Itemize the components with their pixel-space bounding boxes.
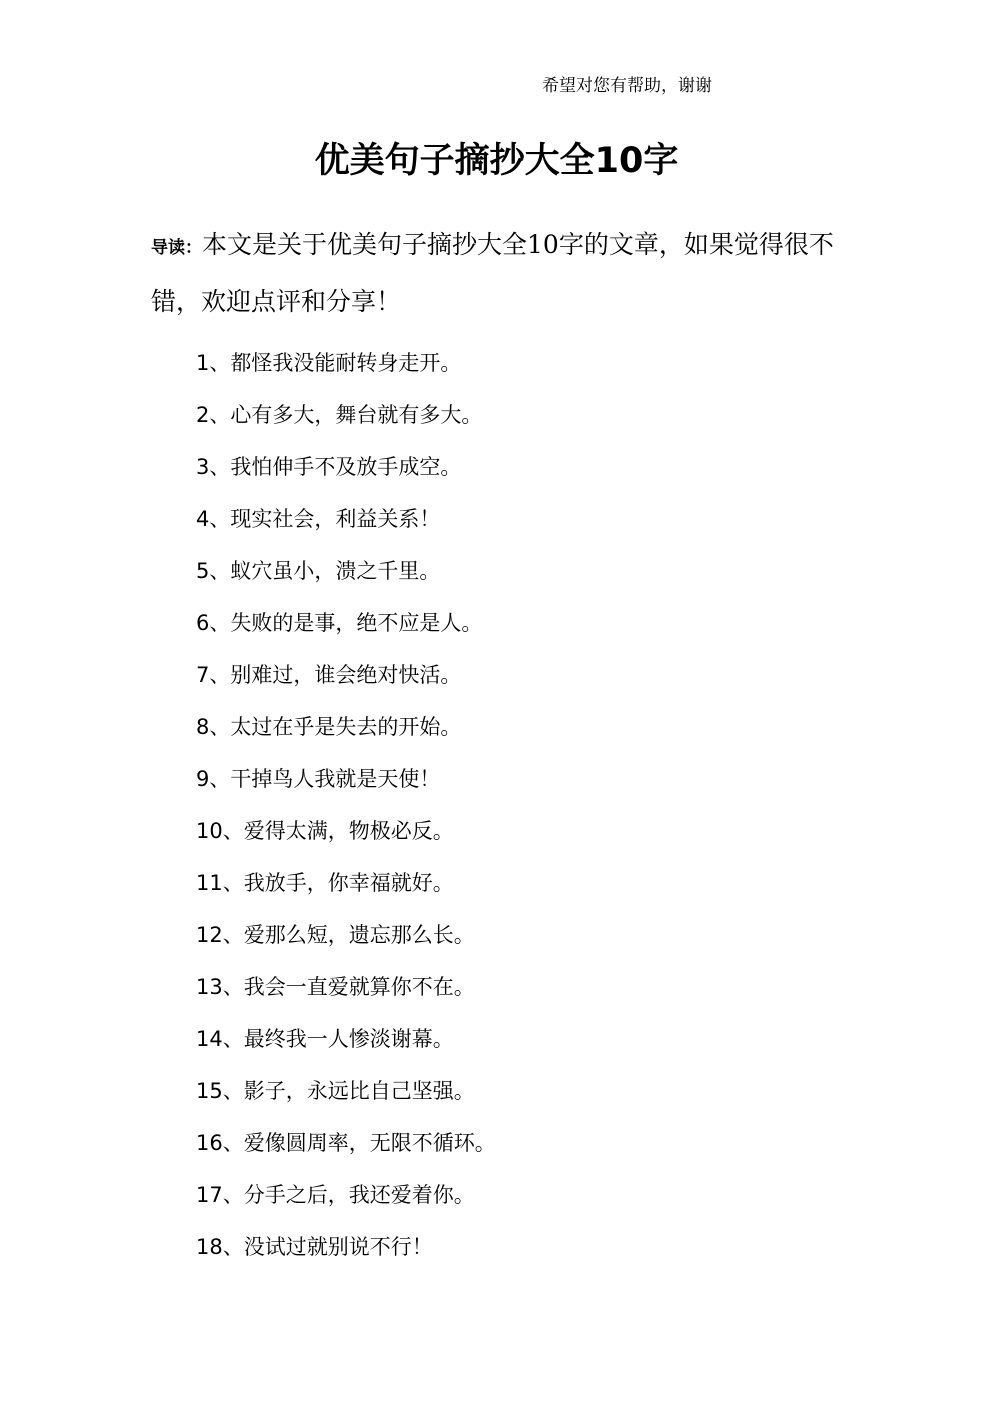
item-text: 现实社会，利益关系！ — [230, 507, 441, 531]
list-item — [196, 441, 496, 493]
item-text: 最终我一人惨淡谢幕。 — [243, 1027, 454, 1051]
item-number: 14、 — [196, 1027, 244, 1051]
item-text: 太过在乎是失去的开始。 — [230, 715, 462, 739]
item-number: 13、 — [196, 975, 244, 999]
item-text: 心有多大，舞台就有多大。 — [230, 403, 483, 427]
list-item — [196, 1013, 496, 1065]
item-text: 爱那么短，遗忘那么长。 — [243, 923, 475, 947]
item-text: 都怪我没能耐转身走开。 — [230, 351, 462, 375]
list-item — [196, 1169, 496, 1221]
item-text: 分手之后，我还爱着你。 — [243, 1183, 475, 1207]
item-number: 12、 — [196, 923, 244, 947]
page-title: 优美句子摘抄大全10字 — [314, 141, 679, 181]
list-item — [196, 337, 496, 389]
item-number: 1、 — [196, 351, 231, 375]
list-item — [196, 1065, 496, 1117]
list-item — [196, 805, 496, 857]
header-note: 希望对您有帮助，谢谢 — [542, 76, 712, 96]
item-text: 我怕伸手不及放手成空。 — [230, 455, 462, 479]
list-item — [196, 1221, 496, 1273]
item-text: 爱像圆周率，无限不循环。 — [243, 1131, 496, 1155]
intro-label: 导读： — [151, 238, 202, 258]
list-item — [196, 389, 496, 441]
list-item — [196, 909, 496, 961]
item-number: 5、 — [196, 559, 231, 583]
item-number: 17、 — [196, 1183, 244, 1207]
item-number: 2、 — [196, 403, 231, 427]
list-item — [196, 649, 496, 701]
list-item — [196, 961, 496, 1013]
list-item — [196, 493, 496, 545]
list-item — [196, 545, 496, 597]
item-number: 11、 — [196, 871, 244, 895]
sentence-list — [196, 337, 496, 1273]
item-text: 影子，永远比自己坚强。 — [243, 1079, 475, 1103]
item-number: 16、 — [196, 1131, 244, 1155]
list-item — [196, 597, 496, 649]
item-text: 没试过就别说不行！ — [243, 1235, 433, 1259]
item-text: 失败的是事，绝不应是人。 — [230, 611, 483, 635]
list-item — [196, 1117, 496, 1169]
item-number: 6、 — [196, 611, 231, 635]
item-number: 18、 — [196, 1235, 244, 1259]
item-text: 干掉鸟人我就是天使！ — [230, 767, 441, 791]
item-text: 别难过，谁会绝对快活。 — [230, 663, 462, 687]
item-number: 9、 — [196, 767, 231, 791]
item-text: 蚁穴虽小，溃之千里。 — [230, 559, 441, 583]
intro-paragraph — [151, 218, 841, 328]
list-item — [196, 701, 496, 753]
item-number: 8、 — [196, 715, 231, 739]
item-text: 我放手，你幸福就好。 — [243, 871, 454, 895]
item-number: 3、 — [196, 455, 231, 479]
item-number: 10、 — [196, 819, 244, 843]
item-number: 15、 — [196, 1079, 244, 1103]
item-number: 4、 — [196, 507, 231, 531]
item-number: 7、 — [196, 663, 231, 687]
list-item — [196, 857, 496, 909]
item-text: 我会一直爱就算你不在。 — [243, 975, 475, 999]
list-item — [196, 753, 496, 805]
item-text: 爱得太满，物极必反。 — [243, 819, 454, 843]
intro-text: 本文是关于优美句子摘抄大全10字的文章，如果觉得很不错，欢迎点评和分享！ — [151, 230, 834, 316]
